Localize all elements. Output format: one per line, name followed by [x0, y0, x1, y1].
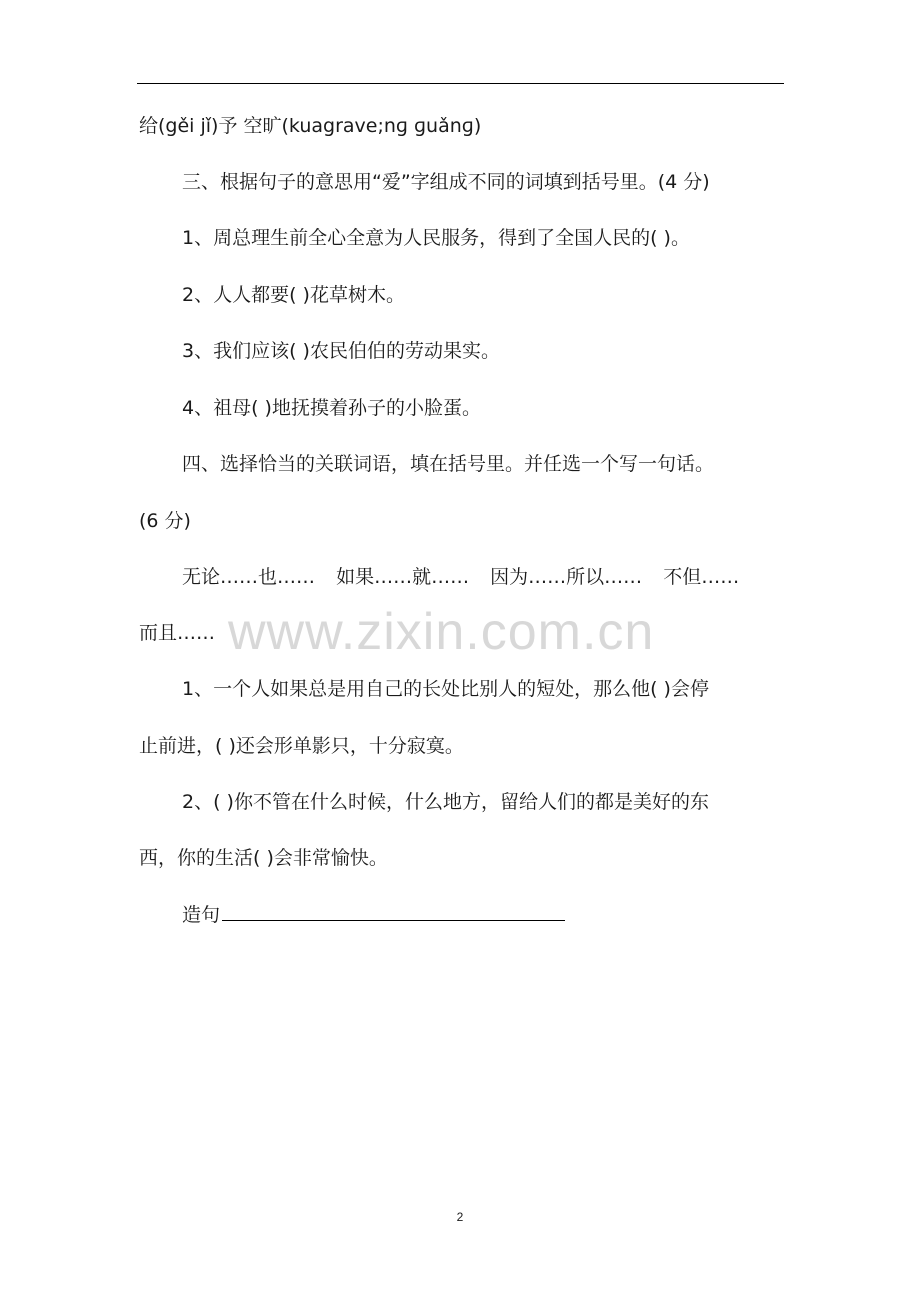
- conjunction-options-continued: 而且……: [139, 622, 216, 644]
- question-4-1-continued: 止前进，( )还会形单影只，十分寂寞。: [139, 735, 464, 757]
- section-four-heading: 四、选择恰当的关联词语，填在括号里。并任选一个写一句话。: [182, 453, 715, 475]
- conjunction-option: 无论……也……: [182, 566, 316, 588]
- question-4-2-continued: 西，你的生活( )会非常愉快。: [139, 847, 388, 869]
- conjunction-option: 因为……所以……: [490, 566, 643, 588]
- sentence-making-label: 造句: [182, 904, 221, 926]
- question-4-1: 1、一个人如果总是用自己的长处比别人的短处，那么他( )会停: [182, 678, 709, 700]
- pinyin-line: 给(gěi jǐ)予 空旷(kuagrave;nɡ ɡuǎnɡ): [139, 115, 482, 137]
- conjunction-options: [182, 565, 832, 589]
- question-3-4: 4、祖母( )地抚摸着孙子的小脸蛋。: [182, 397, 481, 419]
- conjunction-option: 如果……就……: [336, 566, 470, 588]
- watermark: www.zixin.com.cn: [228, 603, 655, 661]
- question-3-1: 1、周总理生前全心全意为人民服务，得到了全国人民的( )。: [182, 227, 690, 249]
- question-4-2: 2、( )你不管在什么时候，什么地方，留给人们的都是美好的东: [182, 791, 709, 813]
- header-rule: [137, 83, 784, 84]
- conjunction-option: 不但……: [663, 566, 740, 588]
- answer-blank[interactable]: [222, 902, 565, 921]
- section-three-heading: 三、根据句子的意思用“爱”字组成不同的词填到括号里。(4 分): [182, 171, 710, 193]
- sentence-making-line: [182, 902, 832, 927]
- question-3-3: 3、我们应该( )农民伯伯的劳动果实。: [182, 340, 500, 362]
- question-3-2: 2、人人都要( )花草树木。: [182, 284, 405, 306]
- page-number: 2: [456, 1210, 464, 1224]
- section-four-score: (6 分): [139, 510, 191, 532]
